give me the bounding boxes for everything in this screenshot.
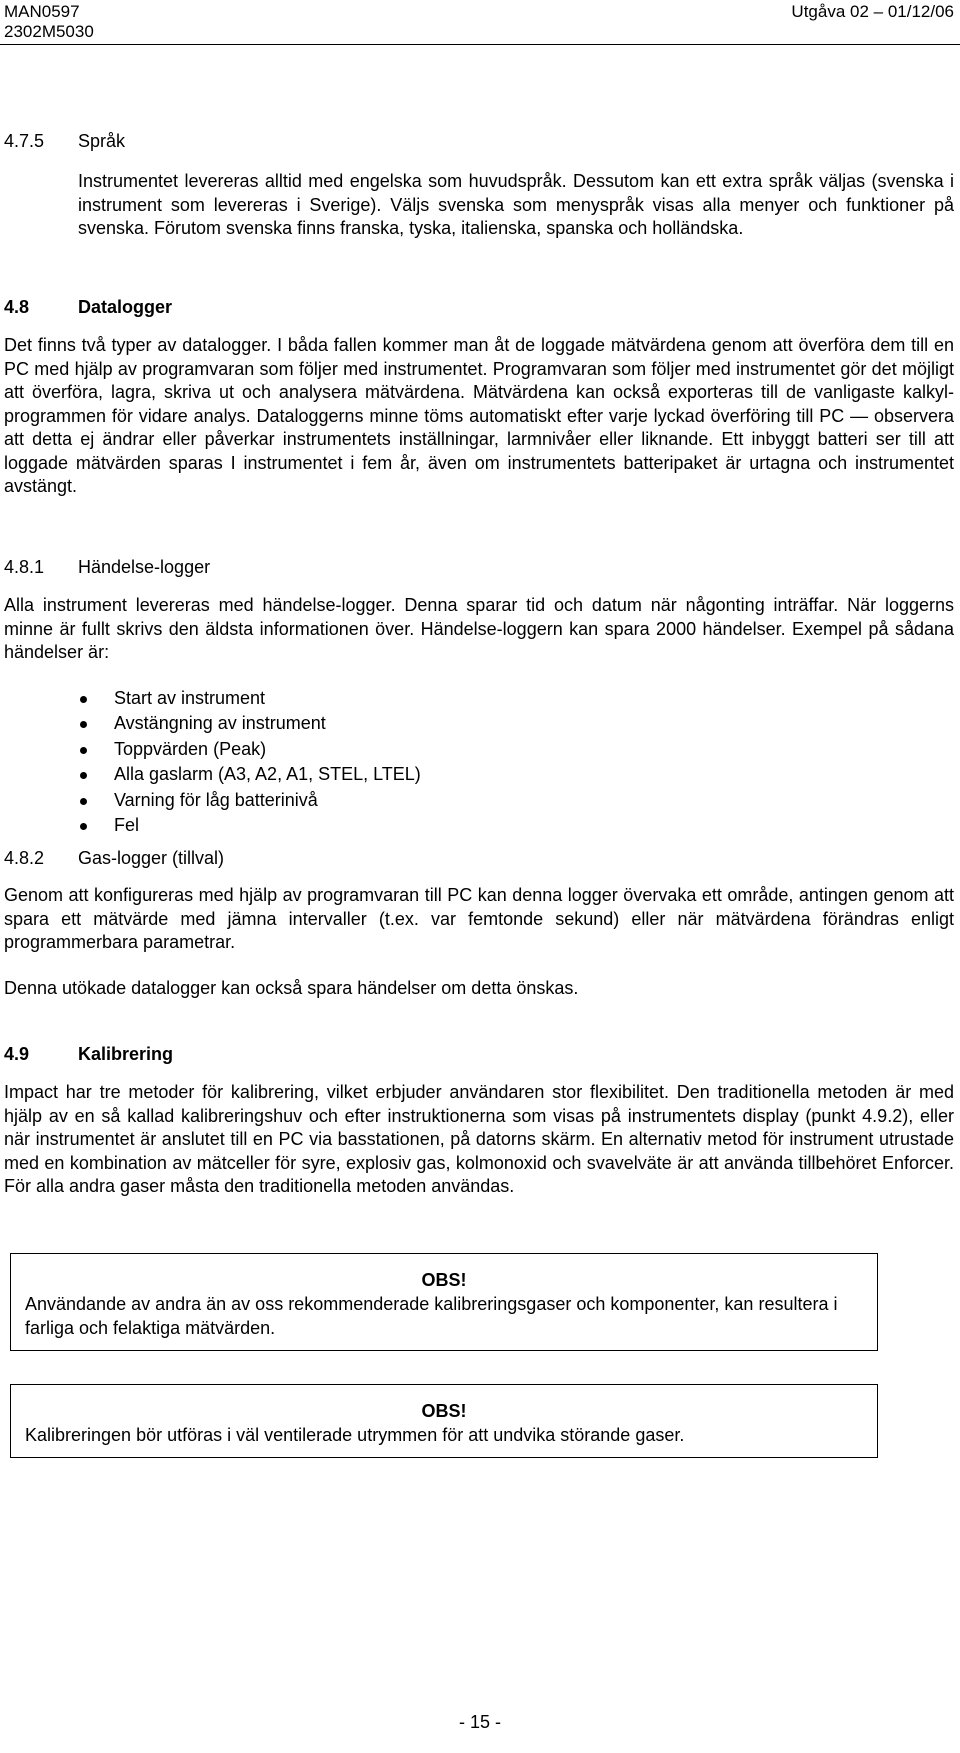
heading-4-8 xyxy=(4,297,172,318)
doc-id: MAN0597 xyxy=(4,2,80,21)
heading-4-9 xyxy=(4,1044,173,1065)
heading-4-7-5 xyxy=(4,131,125,152)
notice-title: OBS! xyxy=(421,1270,467,1290)
page-number: - 15 - xyxy=(458,1712,501,1732)
paragraph-gas-logger: Genom att konfigureras med hjälp av programvaran till PC kan denna logger övervaka ett område, antingen genom att spara ett mätvärde med jämna intervaller (t.ex. var femtonde sekund) eller när mätvärdena förändras enligt programmerbara parametrar. xyxy=(4,885,954,952)
heading-4-8-2 xyxy=(4,848,224,869)
section-number: 4.8 xyxy=(4,297,30,317)
list-item: Varning för låg batterinivå xyxy=(78,788,421,813)
list-item: Fel xyxy=(78,813,421,838)
notice-text: Användande av andra än av oss rekommenderade kalibreringsgaser och komponenter, kan resultera i farliga och felaktiga mätvärden. xyxy=(25,1294,838,1338)
section-number: 4.8.1 xyxy=(4,557,45,577)
page-header xyxy=(0,0,960,45)
section-number: 4.7.5 xyxy=(4,131,45,151)
section-title: Språk xyxy=(78,131,126,151)
list-item: Start av instrument xyxy=(78,686,421,711)
section-number: 4.8.2 xyxy=(4,848,45,868)
section-title: Kalibrering xyxy=(78,1044,174,1064)
notice-title: OBS! xyxy=(421,1401,467,1421)
section-title: Gas-logger (tillval) xyxy=(78,848,225,868)
section-title: Händelse-logger xyxy=(78,557,211,577)
section-number: 4.9 xyxy=(4,1044,30,1064)
notice-text: Kalibreringen bör utföras i väl ventilerade utrymmen för att undvika störande gaser. xyxy=(25,1425,685,1445)
list-item: Avstängning av instrument xyxy=(78,711,421,736)
part-number: 2302M5030 xyxy=(4,22,94,41)
list-item: Toppvärden (Peak) xyxy=(78,737,421,762)
paragraph-handelse-logger: Alla instrument levereras med händelse-logger. Denna sparar tid och datum när någonting inträffar. När loggerns minne är fullt skrivs den äldsta informationen över. Händelse-loggern kan spara 2000 händelser. Exempel på sådana händelser är: xyxy=(4,595,954,662)
paragraph-gas-logger-extra: Denna utökade datalogger kan också spara händelser om detta önskas. xyxy=(4,978,579,998)
notice-box-ventilation xyxy=(10,1384,878,1458)
edition: Utgåva 02 – 01/12/06 xyxy=(791,2,954,21)
paragraph-sprak: Instrumentet levereras alltid med engelska som huvudspråk. Dessutom kan ett extra språk väljas (svenska i instrument som levereras i Sverige). Väljs svenska som menyspråk visas alla menyer och funktioner på svenska. Förutom svenska finns franska, tyska, italienska, spanska och holländska. xyxy=(78,171,954,238)
paragraph-kalibrering: Impact har tre metoder för kalibrering, vilket erbjuder användaren stor flexibilitet. Den traditionella metoden är med hjälp av en så kallad kalibreringshuv och efter instruktionerna som visas på instrumentets display (punkt 4.9.2), eller när instrumentet är anslutet till en PC via basstationen, på datorns skärm. En alternativ metod för instrument utrustade med en kombination av mätceller för syre, explosiv gas, kolmonoxid och svavelväte är att använda tillbehöret Enforcer. För alla andra gaser måsta den traditionella metoden användas. xyxy=(4,1082,954,1196)
list-item: Alla gaslarm (A3, A2, A1, STEL, LTEL) xyxy=(78,762,421,787)
notice-box-calibration-gases xyxy=(10,1253,878,1351)
heading-4-8-1 xyxy=(4,557,210,578)
section-title: Datalogger xyxy=(78,297,173,317)
paragraph-datalogger: Det finns två typer av datalogger. I båda fallen kommer man åt de loggade mätvärdena genom att överföra dem till en PC med hjälp av programvaran som följer med instrumentet. Programvaran som följer med instrumentet gör det möjligt att överföra, lagra, skriva ut och analysera mätvärdena. Mätvärdena kan också exporteras till de vanligaste kalkyl-programmen för vidare analys. Dataloggerns minne töms automatiskt efter varje lyckad överföring till PC — observera att detta ej ändrar eller påverkar instrumentets inställningar, larmnivåer eller liknande. Ett inbyggt batteri ser till att loggade mätvärden sparas I instrumentet i fem år, även om instrumentets batteripaket är urtagna och instrumentet avstängt. xyxy=(4,335,954,496)
event-list xyxy=(78,686,421,838)
